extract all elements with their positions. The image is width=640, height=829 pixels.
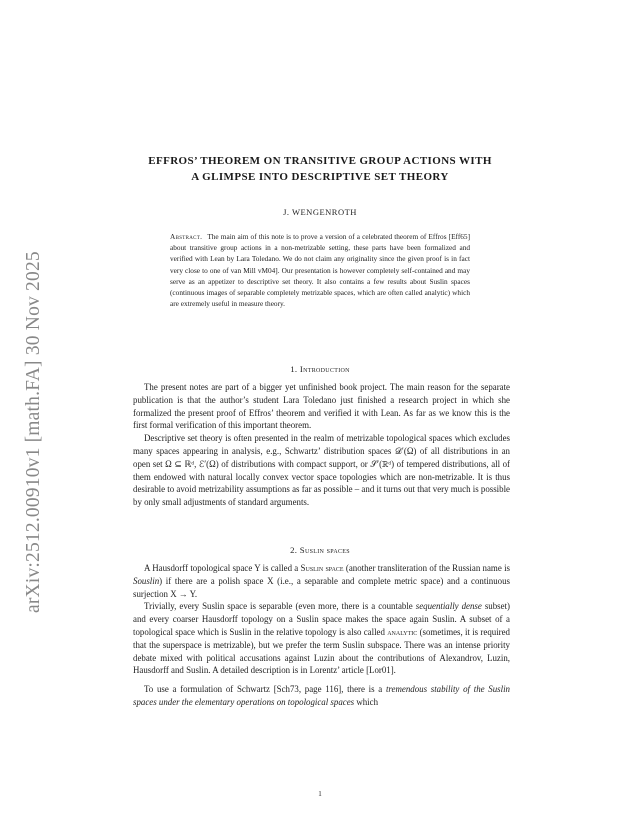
term-sequentially-dense: sequentially dense — [415, 601, 482, 612]
author: J. WENGENROTH — [283, 207, 357, 217]
introduction-body — [133, 381, 510, 509]
term-suslin-space: Suslin space — [300, 563, 344, 573]
suslin-paragraph-1: A Hausdorff topological space Y is called a Suslin space (another transliteration of the Russian name is Souslin) if there are a polish space X (i.e., a separable and complete metric space) and a continuous surjection X → Y. — [133, 563, 510, 599]
section-heading-introduction: 1. Introduction — [290, 364, 350, 374]
section-heading-suslin-spaces: 2. Suslin spaces — [290, 545, 350, 555]
title-line-1: EFFROS’ THEOREM ON TRANSITIVE GROUP ACTIONS WITH — [148, 155, 492, 167]
abstract-text: The main aim of this note is to prove a version of a celebrated theorem of Effros [Eff65] about transitive group actions in a non-metrizable setting, these parts have been formalized and verified with Lean by Lara Toledano. We do not claim any originality since the given proof is in fact very close to one of van Mill vM04]. Our presentation is however completely self-contained and may serve as an appetizer to descriptive set theory. It also contains a few results about Suslin spaces (continuous images of separable completely metrizable spaces, which are often called analytic) which are extremely useful in measure theory. — [170, 232, 471, 309]
arxiv-side-stamp — [17, 215, 47, 615]
abstract — [170, 231, 470, 309]
paper-title — [120, 153, 520, 185]
suslin-body — [133, 562, 510, 709]
arxiv-identifier: arXiv:2512.00910v1 [math.FA] 30 Nov 2025 — [23, 251, 44, 613]
term-souslin: Souslin — [133, 575, 160, 586]
quote-tremendous-stability: tremendous stability of the Suslin spaces under the elementary operations on topological spaces — [133, 684, 510, 707]
suslin-paragraph-2: Trivially, every Suslin space is separable (even more, there is a countable sequentially dense subset) and every coarser Hausdorff topology on a Suslin space makes the space again Suslin. A subset of a topological space which is Suslin in the relative topology is also called analytic (sometimes, it is required that the superspace is metrizable), but we prefer the term Suslin subspace. There was an intense priority debate mixed with political accusations against Luzin about the contributions of Alexandrov, Luzin, Hausdorff and Suslin. A detailed description is in Lorentz’ article [Lor01]. — [133, 601, 510, 676]
intro-paragraph-2: Descriptive set theory is often presented in the realm of metrizable topological spaces which excludes many spaces appearing in analysis, e.g., Schwartz’ distribution spaces 𝒟′(Ω) of all distributions in an open set Ω ⊆ ℝᵈ, ℰ′(Ω) of distributions with compact support, or 𝒮′(ℝᵈ) of tempered distributions, all of them endowed with natural locally convex vector space topologies which are non-metrizable. It is thus desirable to avoid metrizability assumptions as far as possible – and it turns out that very much is possible by only small adjustments of standard arguments. — [133, 433, 510, 508]
page-number: 1 — [318, 790, 322, 798]
intro-paragraph-1: The present notes are part of a bigger yet unfinished book project. The main reason for the separate publication is that the author’s student Lara Toledano just finished a research project in which she formalized the present proof of Effros’ theorem and verified it with Lean. As far as we know this is the first formal verification of this important theorem. — [133, 382, 510, 431]
suslin-paragraph-3: To use a formulation of Schwartz [Sch73, page 116], there is a tremendous stability of the Suslin spaces under the elementary operations on topological spaces which — [133, 684, 510, 707]
term-analytic: analytic — [387, 626, 418, 637]
abstract-label: Abstract. — [170, 232, 203, 241]
title-line-2: A GLIMPSE INTO DESCRIPTIVE SET THEORY — [191, 171, 449, 183]
